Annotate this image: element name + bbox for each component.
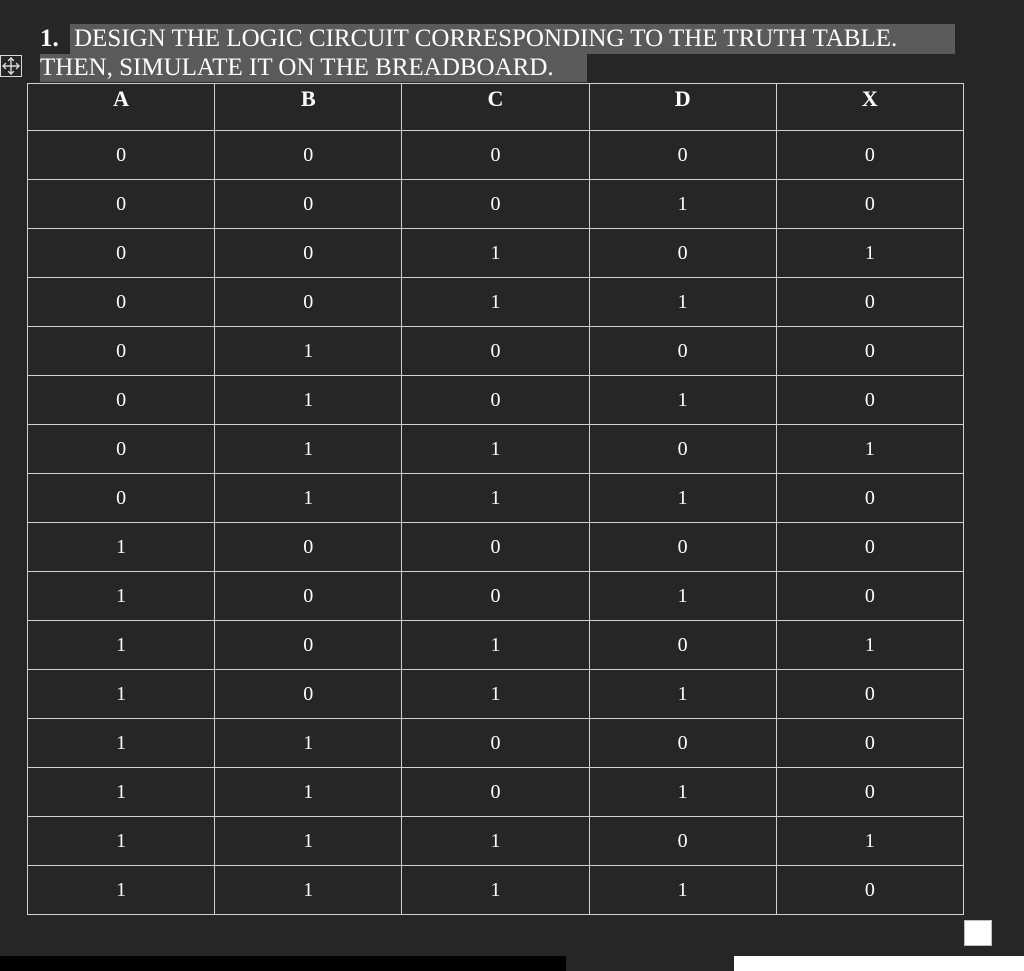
table-cell-x[interactable]: 0 bbox=[776, 131, 963, 180]
table-cell-a[interactable]: 0 bbox=[28, 327, 215, 376]
column-header-x: X bbox=[776, 84, 963, 131]
table-cell-c[interactable]: 0 bbox=[402, 523, 589, 572]
table-row bbox=[28, 621, 964, 670]
table-cell-x[interactable]: 0 bbox=[776, 180, 963, 229]
table-cell-x[interactable]: 0 bbox=[776, 278, 963, 327]
table-cell-c[interactable]: 1 bbox=[402, 817, 589, 866]
table-row bbox=[28, 425, 964, 474]
table-cell-b[interactable]: 0 bbox=[215, 229, 402, 278]
table-cell-a[interactable]: 1 bbox=[28, 817, 215, 866]
table-cell-b[interactable]: 1 bbox=[215, 376, 402, 425]
table-move-handle-icon[interactable] bbox=[0, 55, 22, 77]
table-cell-c[interactable]: 0 bbox=[402, 327, 589, 376]
table-cell-d[interactable]: 1 bbox=[589, 572, 776, 621]
table-cell-d[interactable]: 0 bbox=[589, 817, 776, 866]
table-cell-c[interactable]: 1 bbox=[402, 670, 589, 719]
table-cell-c[interactable]: 1 bbox=[402, 474, 589, 523]
table-body bbox=[28, 131, 964, 915]
table-cell-a[interactable]: 0 bbox=[28, 278, 215, 327]
table-cell-x[interactable]: 1 bbox=[776, 229, 963, 278]
table-row bbox=[28, 768, 964, 817]
table-cell-b[interactable]: 0 bbox=[215, 572, 402, 621]
table-row bbox=[28, 719, 964, 768]
column-header-b: B bbox=[215, 84, 402, 131]
table-cell-d[interactable]: 0 bbox=[589, 621, 776, 670]
table-cell-b[interactable]: 1 bbox=[215, 768, 402, 817]
table-cell-x[interactable]: 0 bbox=[776, 572, 963, 621]
bottom-bar-right bbox=[734, 956, 1024, 971]
table-cell-x[interactable]: 0 bbox=[776, 768, 963, 817]
table-cell-x[interactable]: 0 bbox=[776, 719, 963, 768]
table-cell-d[interactable]: 0 bbox=[589, 719, 776, 768]
table-cell-x[interactable]: 0 bbox=[776, 670, 963, 719]
table-cell-c[interactable]: 0 bbox=[402, 768, 589, 817]
table-cell-c[interactable]: 0 bbox=[402, 180, 589, 229]
table-cell-a[interactable]: 1 bbox=[28, 866, 215, 915]
table-cell-b[interactable]: 1 bbox=[215, 474, 402, 523]
table-cell-x[interactable]: 0 bbox=[776, 474, 963, 523]
table-cell-c[interactable]: 0 bbox=[402, 131, 589, 180]
table-row bbox=[28, 229, 964, 278]
table-cell-d[interactable]: 0 bbox=[589, 327, 776, 376]
table-cell-x[interactable]: 1 bbox=[776, 425, 963, 474]
table-cell-d[interactable]: 1 bbox=[589, 768, 776, 817]
table-cell-b[interactable]: 0 bbox=[215, 670, 402, 719]
question-text-line1[interactable]: DESIGN THE LOGIC CIRCUIT CORRESPONDING TO THE TRUTH TABLE. bbox=[70, 24, 955, 54]
table-row bbox=[28, 572, 964, 621]
table-header-row bbox=[28, 84, 964, 131]
table-cell-d[interactable]: 1 bbox=[589, 866, 776, 915]
table-row bbox=[28, 278, 964, 327]
table-row bbox=[28, 131, 964, 180]
table-cell-x[interactable]: 0 bbox=[776, 523, 963, 572]
table-cell-x[interactable]: 0 bbox=[776, 376, 963, 425]
table-cell-c[interactable]: 1 bbox=[402, 278, 589, 327]
table-cell-d[interactable]: 1 bbox=[589, 376, 776, 425]
table-cell-b[interactable]: 0 bbox=[215, 180, 402, 229]
table-cell-a[interactable]: 1 bbox=[28, 523, 215, 572]
table-cell-a[interactable]: 1 bbox=[28, 719, 215, 768]
table-cell-x[interactable]: 0 bbox=[776, 327, 963, 376]
table-cell-a[interactable]: 0 bbox=[28, 474, 215, 523]
table-cell-b[interactable]: 1 bbox=[215, 866, 402, 915]
table-cell-c[interactable]: 0 bbox=[402, 376, 589, 425]
question-text-line2[interactable]: THEN, SIMULATE IT ON THE BREADBOARD. bbox=[40, 54, 587, 82]
table-cell-a[interactable]: 1 bbox=[28, 768, 215, 817]
table-cell-b[interactable]: 1 bbox=[215, 425, 402, 474]
table-row bbox=[28, 376, 964, 425]
table-cell-d[interactable]: 1 bbox=[589, 180, 776, 229]
table-row bbox=[28, 474, 964, 523]
table-cell-b[interactable]: 1 bbox=[215, 719, 402, 768]
table-cell-d[interactable]: 0 bbox=[589, 131, 776, 180]
table-cell-a[interactable]: 1 bbox=[28, 670, 215, 719]
table-cell-a[interactable]: 0 bbox=[28, 131, 215, 180]
table-cell-d[interactable]: 0 bbox=[589, 425, 776, 474]
table-row bbox=[28, 327, 964, 376]
table-cell-a[interactable]: 0 bbox=[28, 376, 215, 425]
table-cell-b[interactable]: 0 bbox=[215, 278, 402, 327]
table-cell-a[interactable]: 0 bbox=[28, 425, 215, 474]
table-cell-c[interactable]: 1 bbox=[402, 425, 589, 474]
table-cell-a[interactable]: 0 bbox=[28, 180, 215, 229]
truth-table bbox=[27, 83, 964, 915]
column-header-a: A bbox=[28, 84, 215, 131]
column-header-d: D bbox=[589, 84, 776, 131]
table-row bbox=[28, 866, 964, 915]
table-cell-x[interactable]: 1 bbox=[776, 817, 963, 866]
table-cell-b[interactable]: 1 bbox=[215, 327, 402, 376]
table-cell-c[interactable]: 1 bbox=[402, 866, 589, 915]
table-cell-c[interactable]: 1 bbox=[402, 229, 589, 278]
table-cell-d[interactable]: 0 bbox=[589, 523, 776, 572]
table-cell-c[interactable]: 0 bbox=[402, 572, 589, 621]
table-row bbox=[28, 180, 964, 229]
bottom-bar-left bbox=[0, 956, 566, 971]
table-cell-a[interactable]: 0 bbox=[28, 229, 215, 278]
table-row bbox=[28, 670, 964, 719]
table-row bbox=[28, 817, 964, 866]
table-cell-d[interactable]: 1 bbox=[589, 474, 776, 523]
table-row bbox=[28, 523, 964, 572]
table-cell-d[interactable]: 1 bbox=[589, 670, 776, 719]
table-cell-b[interactable]: 0 bbox=[215, 621, 402, 670]
column-header-c: C bbox=[402, 84, 589, 131]
table-cell-x[interactable]: 0 bbox=[776, 866, 963, 915]
table-cell-d[interactable]: 1 bbox=[589, 278, 776, 327]
table-cell-c[interactable]: 1 bbox=[402, 621, 589, 670]
table-cell-d[interactable]: 0 bbox=[589, 229, 776, 278]
table-cell-b[interactable]: 0 bbox=[215, 523, 402, 572]
table-cell-a[interactable]: 1 bbox=[28, 572, 215, 621]
table-resize-handle[interactable] bbox=[964, 920, 992, 946]
table-cell-c[interactable]: 0 bbox=[402, 719, 589, 768]
table-cell-x[interactable]: 1 bbox=[776, 621, 963, 670]
table-cell-a[interactable]: 1 bbox=[28, 621, 215, 670]
table-cell-b[interactable]: 0 bbox=[215, 131, 402, 180]
question-number: 1. bbox=[40, 25, 59, 52]
table-cell-b[interactable]: 1 bbox=[215, 817, 402, 866]
